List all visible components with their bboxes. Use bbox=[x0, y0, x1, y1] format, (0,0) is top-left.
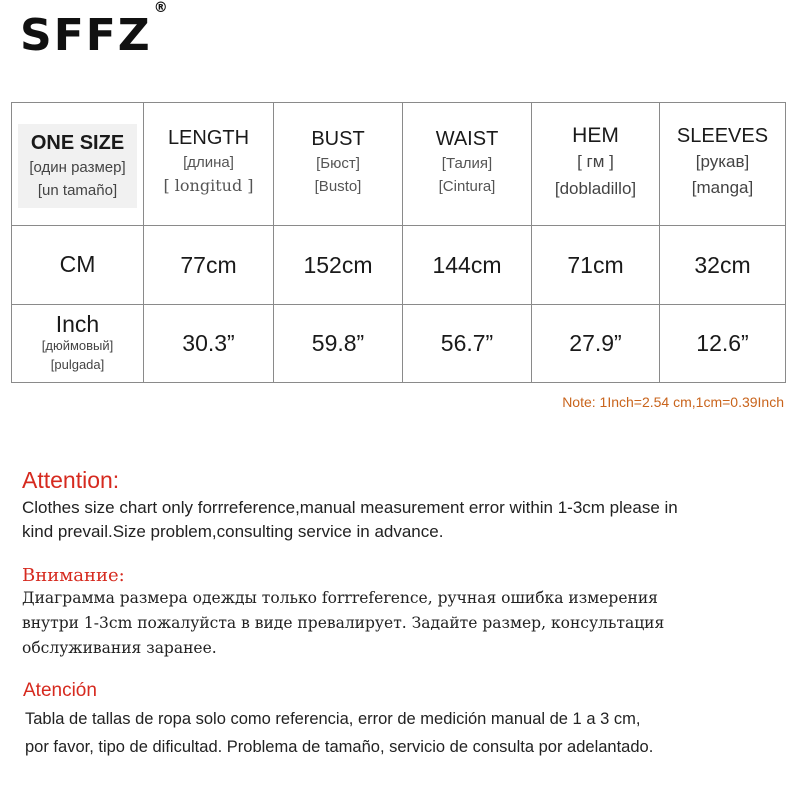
attention-body-ru bbox=[22, 586, 792, 661]
registered-mark: ® bbox=[153, 0, 170, 17]
attention-line: Clothes size chart only forrreference,manual measurement error within 1-3cm please in bbox=[22, 498, 678, 517]
column-title-es: [ longitud ] bbox=[163, 176, 254, 196]
cell-sleeves-inch bbox=[660, 305, 786, 383]
header-cell-hem bbox=[532, 103, 660, 226]
column-title: SLEEVES bbox=[676, 124, 769, 147]
cell-waist-inch bbox=[403, 305, 532, 383]
cell-hem-inch bbox=[532, 305, 660, 383]
cell-waist-cm bbox=[403, 226, 532, 305]
brand-name: SFFZ bbox=[20, 10, 152, 61]
column-title: LENGTH bbox=[167, 126, 250, 149]
attention-line: внутри 1-3cm пожалуйста в виде превалирует. Задайте размер, консультация bbox=[22, 614, 665, 632]
one-size-label-ru: [один размер] bbox=[29, 158, 126, 176]
one-size-label-es: [un tamaño] bbox=[37, 182, 118, 199]
cell-bust-cm bbox=[274, 226, 403, 305]
cell-value: 12.6” bbox=[696, 330, 749, 356]
cell-length-inch bbox=[144, 305, 274, 383]
cell-sleeves-cm bbox=[660, 226, 786, 305]
attention-line: Диаграмма размера одежды только forrreference, ручная ошибка измерения bbox=[22, 589, 658, 607]
attention-title-ru: Внимание: bbox=[22, 565, 125, 586]
attention-line: обслуживания заранее. bbox=[22, 639, 217, 657]
header-cell-bust bbox=[274, 103, 403, 226]
row-label-cm bbox=[12, 226, 144, 305]
cell-value: 30.3” bbox=[182, 330, 235, 356]
column-title-ru: [рукав] bbox=[695, 151, 750, 171]
attention-title-en: Attention: bbox=[22, 467, 120, 493]
cell-length-cm bbox=[144, 226, 274, 305]
header-cell-length bbox=[144, 103, 274, 226]
conversion-note: Note: 1Inch=2.54 cm,1cm=0.39Inch bbox=[562, 394, 784, 410]
one-size-label: ONE SIZE bbox=[30, 131, 125, 154]
cell-value: 144cm bbox=[432, 251, 502, 278]
column-title-es: [Busto] bbox=[314, 178, 362, 195]
column-title-ru: [ гм ] bbox=[577, 152, 614, 172]
row-label: CM bbox=[59, 251, 96, 278]
attention-title-es: Atención bbox=[23, 680, 97, 701]
row-label: Inch bbox=[55, 311, 100, 337]
column-title-es: [manga] bbox=[691, 178, 754, 197]
cell-bust-inch bbox=[274, 305, 403, 383]
one-size-box bbox=[18, 124, 137, 209]
column-title: BUST bbox=[311, 127, 365, 150]
cell-value: 32cm bbox=[694, 251, 751, 278]
row-label-es: [pulgada] bbox=[50, 357, 105, 373]
column-title-ru: [Талия] bbox=[441, 154, 493, 172]
attention-line: por favor, tipo de dificultad. Problema de tamaño, servicio de consulta por adelantado. bbox=[25, 738, 654, 756]
column-title-ru: [Бюст] bbox=[316, 154, 360, 172]
column-title: WAIST bbox=[435, 127, 499, 150]
column-title-es: [Cintura] bbox=[438, 178, 496, 195]
row-label-ru: [дюймовый] bbox=[41, 338, 114, 354]
column-title-es: [dobladillo] bbox=[554, 178, 637, 198]
cell-value: 56.7” bbox=[440, 330, 494, 356]
attention-line: Tabla de tallas de ropa solo como referencia, error de medición manual de 1 a 3 cm, bbox=[25, 710, 641, 728]
column-title: HEM bbox=[572, 124, 619, 147]
size-chart-table bbox=[11, 102, 786, 383]
attention-body-es bbox=[25, 705, 795, 761]
row-label-inch bbox=[12, 305, 144, 383]
cell-value: 27.9” bbox=[569, 330, 622, 356]
table-row-cm bbox=[12, 226, 786, 305]
cell-value: 152cm bbox=[303, 251, 373, 278]
cell-value: 77cm bbox=[180, 251, 237, 278]
attention-line: kind prevail.Size problem,consulting service in advance. bbox=[22, 522, 444, 541]
table-header-row bbox=[12, 103, 786, 226]
cell-value: 59.8” bbox=[311, 330, 365, 356]
column-title-ru: [длина] bbox=[183, 153, 234, 171]
brand-logo bbox=[20, 0, 170, 61]
cell-hem-cm bbox=[532, 226, 660, 305]
header-cell-waist bbox=[403, 103, 532, 226]
cell-value: 71cm bbox=[567, 251, 624, 278]
attention-body-en bbox=[22, 496, 782, 544]
header-cell-one-size bbox=[12, 103, 144, 226]
header-cell-sleeves bbox=[660, 103, 786, 226]
table-row-inch bbox=[12, 305, 786, 383]
